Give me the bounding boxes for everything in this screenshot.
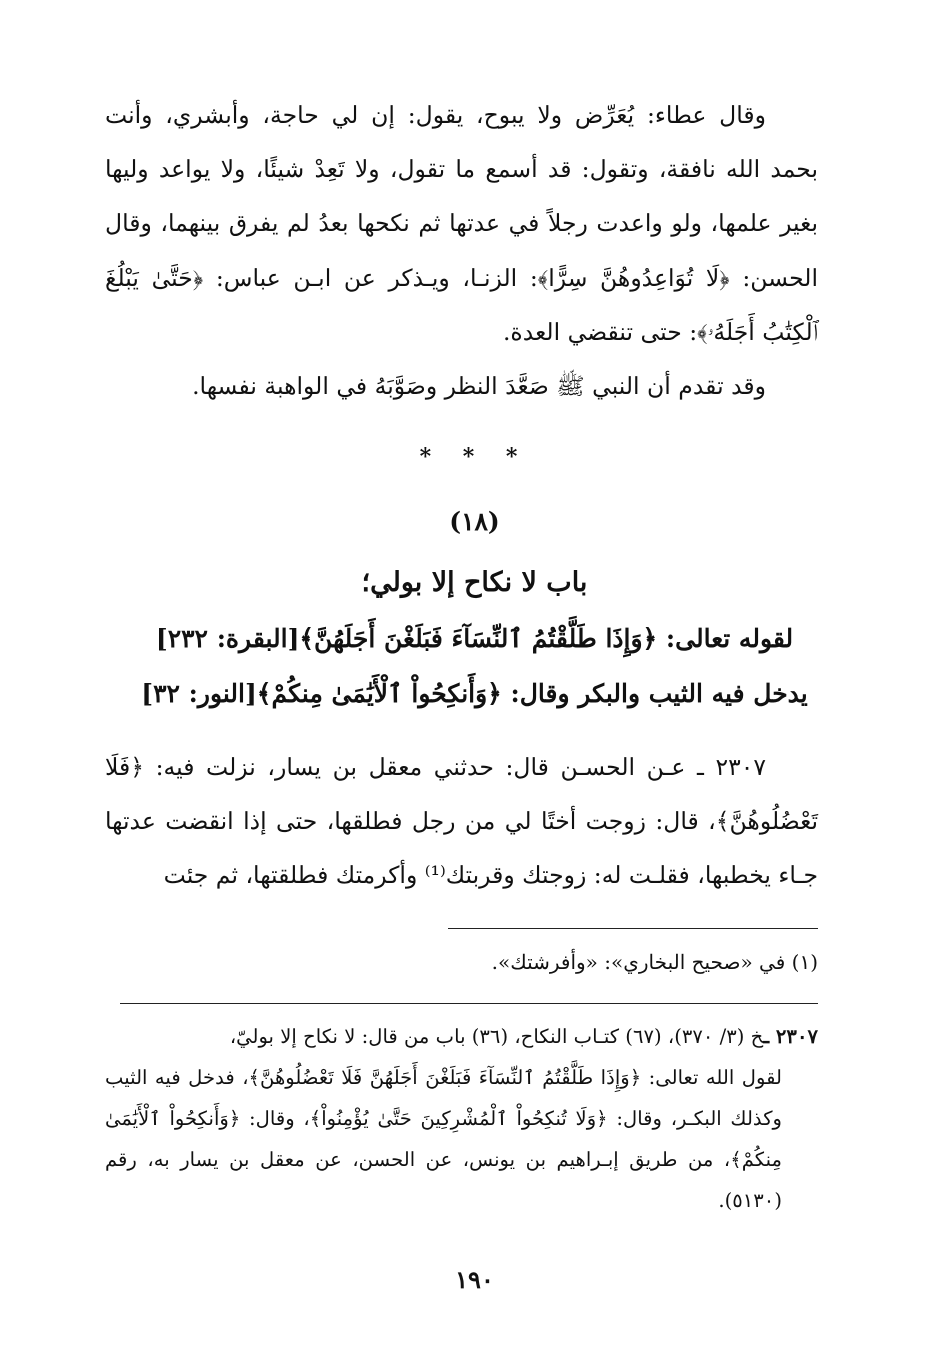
- hadith-text: ٢٣٠٧ ـ عـن الحسـن قال: حدثني معقل بن يسار، نزلت فيه: ﴿فَلَا تَعْضُلُوهُنَّ﴾، قال: زوجت أختًا لي من رجل فطلقها، حتى إذا انقضت عدتها جـاء يخطبها، فقلـت له: زوجتك وقربتك⁽¹⁾ وأكرمتك فطلقتها، ثم جئت: [105, 753, 818, 890]
- chapter-number: (١٨): [449, 507, 500, 536]
- chapter-verse-line-2: يدخل فيه الثيب والبكر وقال: ﴿وَأَنكِحُواْ ٱلْأَيَٰمَىٰ مِنكُمْ﴾[النور: ٣٢]: [141, 679, 808, 708]
- page-number: ١٩٠: [455, 1265, 494, 1294]
- notes-first-line: [105, 1016, 818, 1057]
- main-text: [105, 88, 818, 413]
- notes-hadith-number: ٢٣٠٧ ـ: [763, 1025, 818, 1048]
- notes-divider: [120, 1003, 818, 1004]
- takhrij-notes: [105, 1016, 818, 1221]
- paragraph-prophet: وقد تقدم أن النبي ﷺ صَعَّدَ النظر وصَوَّبَهُ في الواهبة نفسها.: [192, 372, 766, 401]
- notes-continuation: لقول الله تعالى: ﴿وَإِذَا طَلَّقْتُمُ ٱلنِّسَآءَ فَبَلَغْنَ أَجَلَهُنَّ فَلَا تَعْضُلُوهُنَّ﴾، فدخل فيه الثيب وكذلك البكـر، وقال: ﴿وَلَا تُنكِحُواْ ٱلْمُشْرِكِينَ حَتَّىٰ يُؤْمِنُواْ﴾، وقال: ﴿وَأَنكِحُواْ ٱلْأَيَٰمَىٰ مِنكُمْ﴾، من طريق إبـراهيم بن يونس، عن الحسن، عن معقل بن يسار به، رقم (٥١٣٠).: [105, 1066, 782, 1212]
- chapter-verse-line-1: لقوله تعالى: ﴿وَإِذَا طَلَّقْتُمُ ٱلنِّسَآءَ فَبَلَغْنَ أَجَلَهُنَّ﴾[البقرة: ٢٣٢]: [155, 624, 794, 653]
- footnote-1: (١) في «صحيح البخاري»: «وأفرشتك».: [491, 950, 818, 974]
- footnote-divider: [448, 928, 818, 929]
- chapter-title: باب لا نكاح إلا بولي؛: [361, 567, 588, 598]
- hadith-2307: [105, 740, 818, 903]
- section-separator: * * *: [419, 444, 530, 470]
- notes-source: خ (٣/ ٣٧٠)، (٦٧) كتـاب النكاح، (٣٦) باب من قال: لا نكاح إلا بوليّ،: [229, 1025, 764, 1048]
- paragraph-ata: وقال عطاء: يُعَرِّض ولا يبوح، يقول: إن لي حاجة، وأبشري، وأنت بحمد الله نافقة، وتقول: قد أسمع ما تقول، ولا تَعِدْ شيئًا، ولا يواعد وليها بغير علمها، ولو واعدت رجلاً في عدتها ثم نكحها بعدُ لم يفرق بينهما، وقال الحسن: ﴿لَا تُوَاعِدُوهُنَّ سِرًّا﴾: الزنـا، ويـذكر عن ابـن عباس: ﴿حَتَّىٰ يَبْلُغَ ٱلْكِتَٰبُ أَجَلَهُۥ﴾: حتى تنقضي العدة.: [105, 101, 818, 346]
